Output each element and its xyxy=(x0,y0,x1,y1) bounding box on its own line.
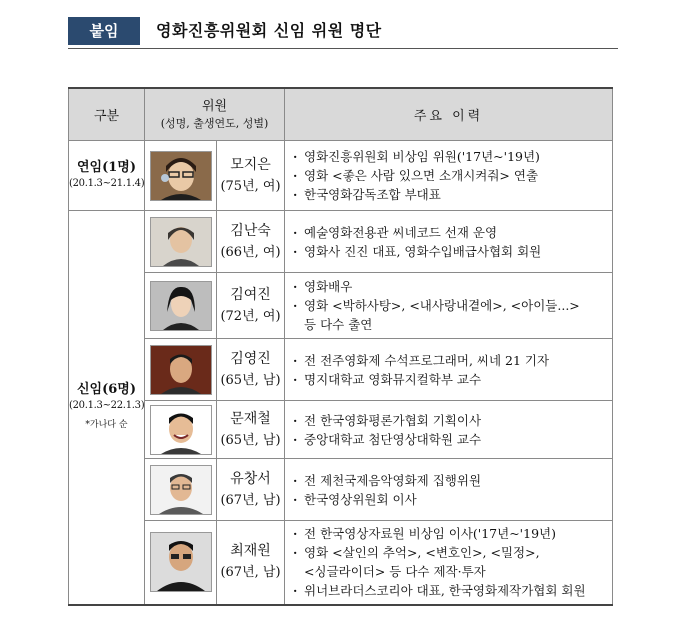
member-meta: (66년, 여) xyxy=(220,244,281,260)
career-item: · 전 제천국제음악영화제 집행위원 xyxy=(293,471,606,490)
member-photo-cell xyxy=(145,521,217,605)
member-name: 유창서 xyxy=(230,470,271,487)
member-name: 모지은 xyxy=(230,156,271,173)
group-new xyxy=(69,211,145,605)
table-row xyxy=(69,521,613,605)
section-header xyxy=(68,17,618,45)
member-photo-cell xyxy=(145,141,217,211)
group-label: 신임(6명) xyxy=(76,381,137,397)
group-reappointed xyxy=(69,141,145,211)
table-row xyxy=(69,401,613,459)
group-period: (20.1.3~21.1.4) xyxy=(69,177,145,189)
member-table xyxy=(68,87,613,606)
member-name-cell xyxy=(217,401,285,459)
member-meta: (65년, 남) xyxy=(220,432,281,448)
member-name-cell xyxy=(217,273,285,339)
title-divider xyxy=(68,48,618,49)
attachment-tag: 붙임 xyxy=(68,17,140,45)
member-photo-cell xyxy=(145,273,217,339)
member-photo xyxy=(150,281,212,331)
member-name-cell xyxy=(217,521,285,605)
member-name-cell xyxy=(217,211,285,273)
member-photo xyxy=(150,532,212,592)
member-photo xyxy=(150,405,212,455)
member-photo xyxy=(150,345,212,395)
member-career xyxy=(285,141,613,211)
member-career xyxy=(285,459,613,521)
member-photo-cell xyxy=(145,211,217,273)
career-item-continued: 등 다수 출연 xyxy=(304,317,373,332)
member-photo xyxy=(150,217,212,267)
career-item: · 예술영화전용관 씨네코드 선재 운영 xyxy=(293,223,606,242)
header-member xyxy=(145,88,285,141)
career-item: · 위너브라더스코리아 대표, 한국영화제작가협회 회원 xyxy=(293,581,606,600)
member-career xyxy=(285,401,613,459)
career-item: · 영화진흥위원회 비상임 위원('17년~'19년) xyxy=(293,147,606,166)
group-note: *가나다 순 xyxy=(85,419,128,430)
group-period: (20.1.3~22.1.3) xyxy=(69,399,145,411)
member-name: 김영진 xyxy=(230,350,271,367)
member-meta: (65년, 남) xyxy=(220,372,281,388)
career-item: · 중앙대학교 첨단영상대학원 교수 xyxy=(293,430,606,449)
career-item: · 영화배우 xyxy=(293,277,606,296)
member-name: 최재원 xyxy=(230,543,271,560)
career-item: · 영화사 진진 대표, 영화수입배급사협회 회원 xyxy=(293,242,606,261)
table-row xyxy=(69,141,613,211)
member-photo xyxy=(150,465,212,515)
table-row xyxy=(69,339,613,401)
header-member-sub: (성명, 출생연도, 성별) xyxy=(160,116,269,130)
member-name: 김난숙 xyxy=(230,222,271,239)
page-title: 영화진흥위원회 신임 위원 명단 xyxy=(156,21,382,40)
member-meta: (67년, 남) xyxy=(220,492,281,508)
group-label: 연임(1명) xyxy=(76,159,137,175)
career-item: · 영화 <살인의 추억>, <변호인>, <밀정>, xyxy=(293,543,606,562)
table-header-row xyxy=(69,88,613,141)
member-photo-cell xyxy=(145,459,217,521)
career-item: · 영화 <좋은 사람 있으면 소개시켜줘> 연출 xyxy=(293,166,606,185)
member-name-cell xyxy=(217,339,285,401)
table-row xyxy=(69,459,613,521)
member-name-cell xyxy=(217,141,285,211)
member-meta: (75년, 여) xyxy=(220,178,281,194)
member-name: 김여진 xyxy=(230,286,271,303)
member-name-cell xyxy=(217,459,285,521)
career-item: · 한국영상위원회 이사 xyxy=(293,490,606,509)
career-item: · 전 한국영상자료원 비상임 이사('17년~'19년) xyxy=(293,524,606,543)
table-row xyxy=(69,211,613,273)
career-item: · 명지대학교 영화뮤지컬학부 교수 xyxy=(293,370,606,389)
member-name: 문재철 xyxy=(230,410,271,427)
member-career xyxy=(285,273,613,339)
header-member-label: 위원 xyxy=(201,98,228,114)
member-career xyxy=(285,211,613,273)
header-career: 주요 이력 xyxy=(285,88,613,141)
member-career xyxy=(285,521,613,605)
member-photo xyxy=(150,151,212,201)
career-item: · 영화 <박하사탕>, <내사랑내곁에>, <아이들...> xyxy=(293,296,606,315)
member-meta: (67년, 남) xyxy=(220,565,281,581)
career-item: · 전 전주영화제 수석프로그래머, 씨네 21 기자 xyxy=(293,351,606,370)
member-photo-cell xyxy=(145,339,217,401)
career-item-continued: <싱글라이더> 등 다수 제작·투자 xyxy=(304,564,486,580)
table-row xyxy=(69,273,613,339)
career-item: · 전 한국영화평론가협회 기획이사 xyxy=(293,411,606,430)
member-photo-cell xyxy=(145,401,217,459)
member-career xyxy=(285,339,613,401)
member-meta: (72년, 여) xyxy=(220,308,281,324)
career-item: · 한국영화감독조합 부대표 xyxy=(293,185,606,204)
header-group: 구분 xyxy=(69,88,145,141)
